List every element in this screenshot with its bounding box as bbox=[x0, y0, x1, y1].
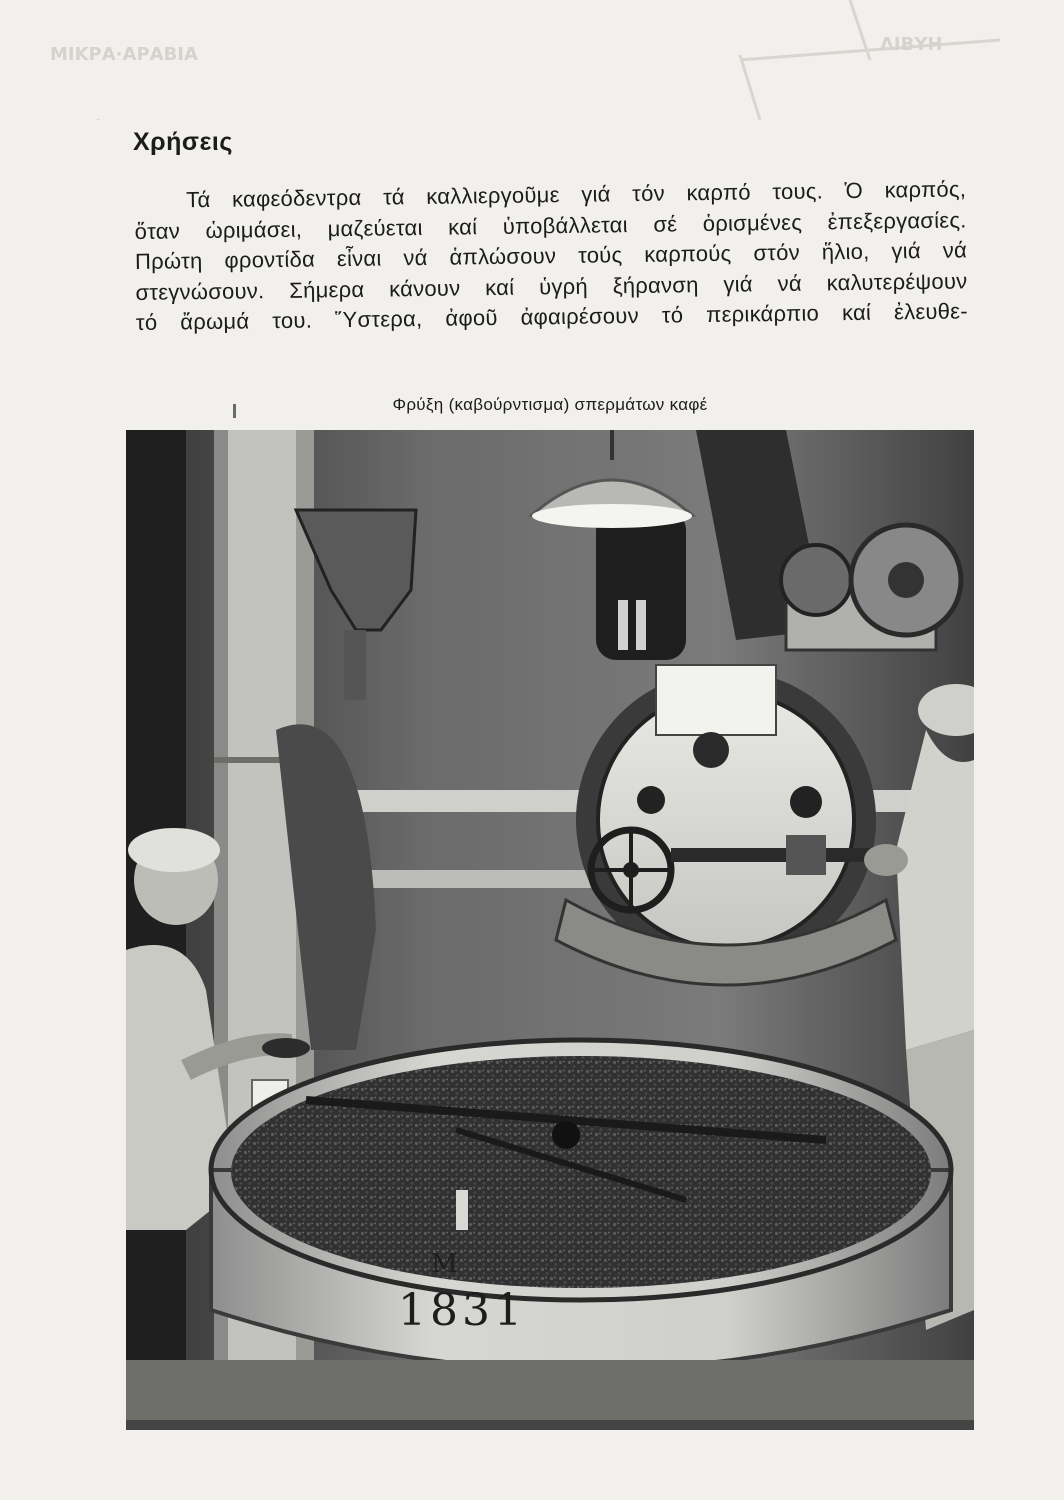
paragraph-line: ὅταν ὡριμάσει, μαζεύεται καί ὑποβάλλεται σέ ὁρισμένες ἐπεξεργασίες. bbox=[134, 206, 967, 244]
svg-text:ΜΙΚΡΑ·ΑΡΑΒΙΑ: ΜΙΚΡΑ·ΑΡΑΒΙΑ bbox=[50, 44, 198, 65]
pan-stencil-number: 1831 bbox=[398, 1285, 526, 1336]
photo-caption bbox=[0, 395, 1064, 415]
pan-stencil-letter: M bbox=[431, 1249, 458, 1279]
paragraph-line: στεγνώσουν. Σήμερα κάνουν καί ὑγρή ξήρανση γιά νά καλυτερέψουν bbox=[135, 267, 968, 305]
body-paragraph bbox=[134, 174, 968, 338]
coffee-roasting-photo bbox=[126, 430, 974, 1430]
paragraph-line: Πρώτη φροντίδα εἶναι νά ἁπλώσουν τούς καρπούς στόν ἥλιο, γιά νά bbox=[134, 237, 968, 274]
section-heading: Χρήσεις bbox=[133, 128, 233, 156]
paragraph-line: τό ἄρωμά του. Ὕστερα, ἀφοῦ ἀφαιρέσουν τό περικάρπιο καί ἐλευθε- bbox=[135, 298, 968, 335]
photo-caption-text: Φρύξη (καβούρντισμα) σπερμάτων καφέ bbox=[392, 395, 708, 414]
show-through-background bbox=[0, 0, 1064, 120]
svg-text:ΛΙΒΥΗ: ΛΙΒΥΗ bbox=[880, 34, 943, 55]
paragraph-line: Τά καφεόδεντρα τά καλλιεργοῦμε γιά τόν καρπό τους. Ὁ καρπός, bbox=[186, 176, 967, 213]
